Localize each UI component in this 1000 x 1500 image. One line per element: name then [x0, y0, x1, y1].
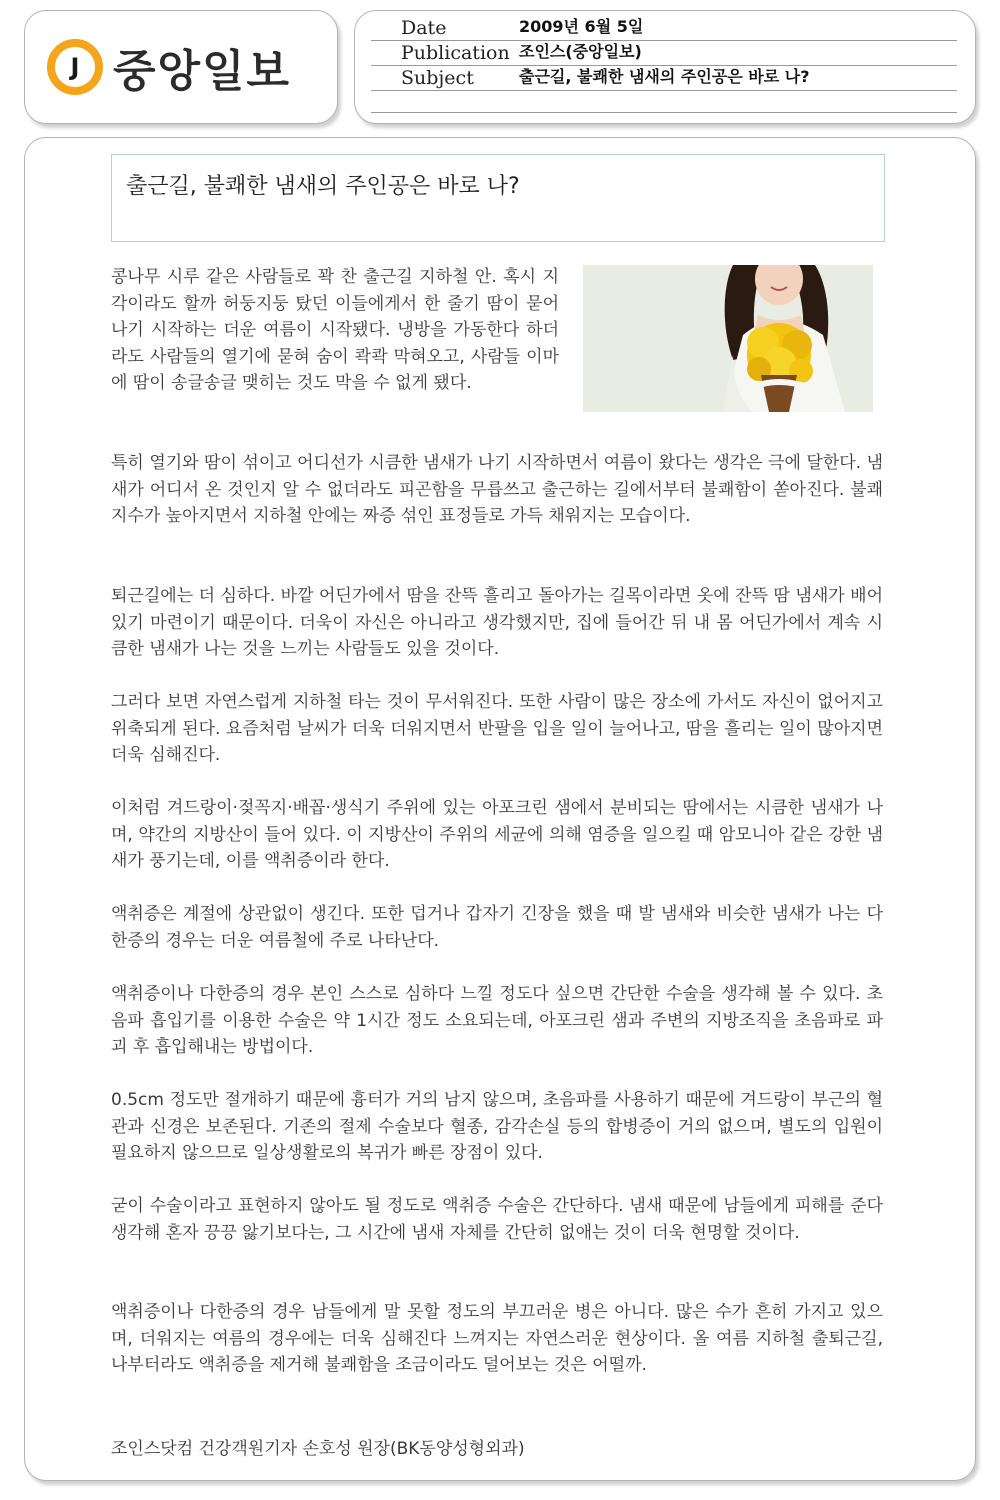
logo-panel	[24, 10, 338, 124]
article-paragraph: 0.5cm 정도만 절개하기 때문에 흉터가 거의 남지 않으며, 초음파를 사용하기 때문에 겨드랑이 부근의 혈관과 신경은 보존된다. 기존의 절제 수술보다 혈종, 감각손실 등의 합병증이 거의 없으며, 별도의 입원이 필요하지 않으므로 일상생활로의 복귀가 빠른 장점이 있다.	[111, 1090, 883, 1163]
woman-with-flowers-illustration	[583, 265, 873, 412]
publication-info-panel	[354, 10, 976, 124]
logo-mark-icon: J	[47, 39, 103, 95]
article-title-box	[111, 154, 885, 242]
meta-row-date	[371, 15, 957, 41]
article-paragraph: 굳이 수술이라고 표현하지 않아도 될 정도로 액취증 수술은 간단하다. 냄새 때문에 남들에게 피해를 준다 생각해 혼자 끙끙 앓기보다는, 그 시간에 냄새 자체를 간단히 없애는 것이 더욱 현명할 것이다.	[111, 1196, 883, 1243]
article-title: 출근길, 불쾌한 냄새의 주인공은 바로 나?	[126, 174, 520, 199]
meta-value: 2009년 6월 5일	[519, 17, 644, 36]
meta-value: 조인스(중앙일보)	[519, 42, 642, 61]
article-photo	[583, 265, 873, 412]
meta-row-blank	[371, 90, 957, 113]
article-paragraph: 액취증이나 다한증의 경우 본인 스스로 심하다 느낄 정도다 싶으면 간단한 수술을 생각해 볼 수 있다. 초음파 흡입기를 이용한 수술은 약 1시간 정도 소요되는데, 아포크린 샘과 주변의 지방조직을 초음파로 파괴 후 흡입해내는 방법이다.	[111, 984, 883, 1057]
meta-row-subject	[371, 65, 957, 91]
article-paragraph: 액취증이나 다한증의 경우 남들에게 말 못할 정도의 부끄러운 병은 아니다. 많은 수가 흔히 가지고 있으며, 더워지는 여름의 경우에는 더욱 심해진다 느껴지는 자연스러운 현상이다. 올 여름 지하철 출퇴근길, 나부터라도 액취증을 제거해 불쾌함을 조금이라도 덜어보는 것은 어떨까.	[111, 1302, 883, 1375]
meta-label: Publication	[401, 42, 510, 64]
meta-label: Date	[401, 17, 447, 39]
article-panel	[24, 137, 976, 1481]
article-paragraph: 특히 열기와 땀이 섞이고 어디선가 시큼한 냄새가 나기 시작하면서 여름이 왔다는 생각은 극에 달한다. 냄새가 어디서 온 것인지 알 수 없더라도 피곤함을 무릅쓰고 출근하는 길에서부터 불쾌함이 쏟아진다. 불쾌지수가 높아지면서 지하철 안에는 짜증 섞인 표정들로 가득 채워지는 모습이다.	[111, 453, 883, 526]
meta-value: 출근길, 불쾌한 냄새의 주인공은 바로 나?	[519, 67, 810, 86]
article-paragraph: 퇴근길에는 더 심하다. 바깥 어딘가에서 땀을 잔뜩 흘리고 돌아가는 길목이라면 옷에 잔뜩 땀 냄새가 배어있기 마련이기 때문이다. 더욱이 자신은 아니라고 생각했지만, 집에 들어간 뒤 내 몸 어딘가에서 계속 시큼한 냄새가 나는 것을 느끼는 사람들도 있을 것이다.	[111, 586, 883, 659]
meta-label: Subject	[401, 67, 474, 89]
article-paragraph: 그러다 보면 자연스럽게 지하철 타는 것이 무서워진다. 또한 사람이 많은 장소에 가서도 자신이 없어지고 위축되게 된다. 요즘처럼 날씨가 더욱 더워지면서 반팔을 입을 일이 늘어나고, 땀을 흘리는 일이 많아지면 더욱 심해진다.	[111, 692, 883, 765]
article-paragraph: 이처럼 겨드랑이·젖꼭지·배꼽·생식기 주위에 있는 아포크린 샘에서 분비되는 땀에서는 시큼한 냄새가 나며, 약간의 지방산이 들어 있다. 이 지방산이 주위의 세균에 의해 염증을 일으킬 때 암모니아 같은 강한 냄새가 풍기는데, 이를 액취증이라 한다.	[111, 798, 883, 871]
joongang-logo	[47, 35, 291, 99]
meta-row-publication	[371, 40, 957, 66]
article-paragraph: 액취증은 계절에 상관없이 생긴다. 또한 덥거나 갑자기 긴장을 했을 때 발 냄새와 비슷한 냄새가 나는 다한증의 경우는 더운 여름철에 주로 나타난다.	[111, 904, 883, 951]
article-byline: 조인스닷컴 건강객원기자 손호성 원장(BK동양성형외과)	[111, 1439, 525, 1459]
logo-name: 중앙일보	[113, 46, 292, 97]
article-paragraph: 콩나무 시루 같은 사람들로 꽉 찬 출근길 지하철 안. 혹시 지각이라도 할까 허둥지둥 탔던 이들에게서 한 줄기 땀이 묻어나기 시작하는 더운 여름이 시작됐다. 냉방을 가동한다 하더라도 사람들의 열기에 묻혀 숨이 콱콱 막혀오고, 사람들 이마에 땀이 송글송글 맺히는 것도 막을 수 없게 됐다.	[111, 267, 559, 393]
